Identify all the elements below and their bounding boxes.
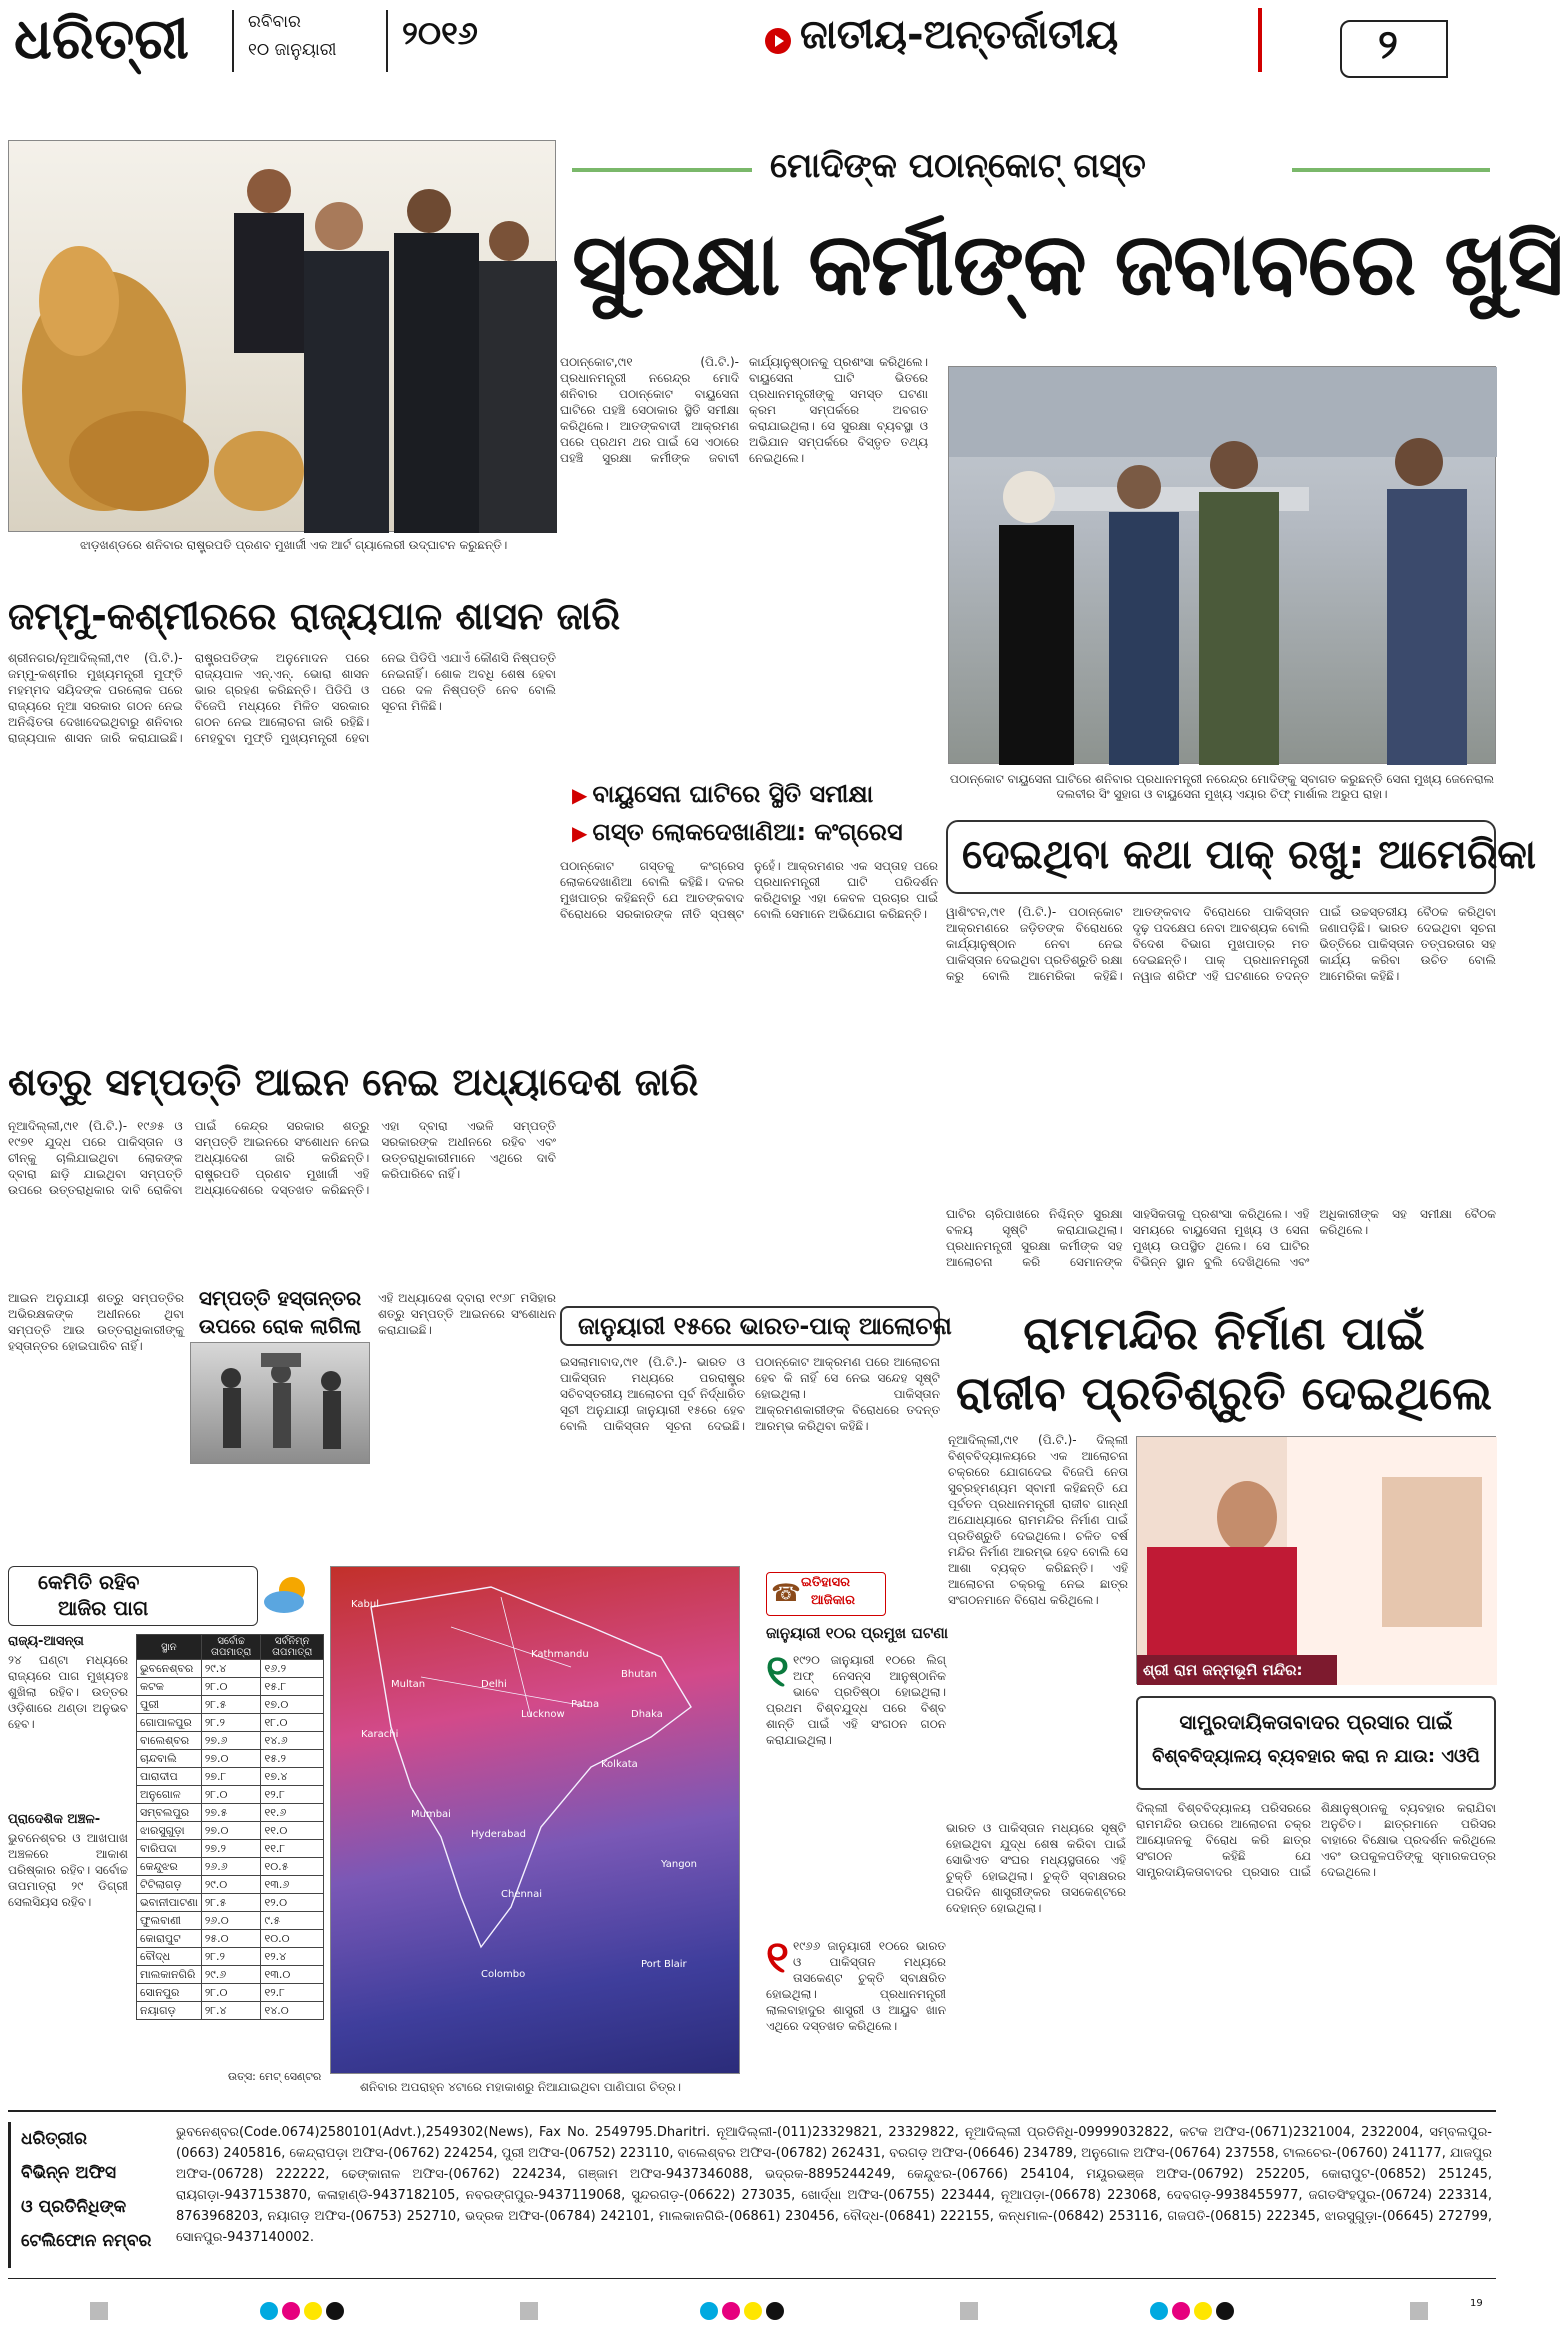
section-play-icon — [765, 28, 791, 54]
weather-place: ଭବାନୀପାଟଣା — [137, 1894, 202, 1912]
contact-text: ଭୁବନେଶ୍ବର(Code.0674)2580101(Advt.),2549302(News), Fax No. 2549795.Dharitri. ନୂଆଦିଲ୍ଲୀ-(011)23329821, 23329822, ନୂଆଦିଲ୍ଲୀ ପ୍ରତିନିଧି-09999032822, କଟକ ଅଫିସ-(0671)2321004, 2322004, ସମ୍ବଲପୁର-(0663) 2405816, କେନ୍ଦ୍ରାପଡ଼ା ଅଫିସ-(06762) 224254, ପୁରୀ ଅଫିସ-(06752) 223110, ବାଲେଶ୍ବର ଅଫିସ-(06782) 262431, ବରଗଡ଼ ଅଫିସ-(06646) 234789, ଅନୁଗୋଳ ଅଫିସ-(06764) 237558, ଟାଲଚେର-(06760) 241177, ଯାଜପୁର ଅଫିସ-(06728) 222222, ଢେଙ୍କାନାଳ ଅଫିସ-(06762) 224234, ଗଞ୍ଜାମ ଅଫିସ-9437346088, ଭଦ୍ରକ-8895244249, କେନ୍ଦୁଝର-(06766) 254104, ମୟୂରଭଞ୍ଜ ଅଫିସ-(06792) 252205, କୋରାପୁଟ-(06852) 251245, ରାୟଗଡ଼ା-9437153870, କଳାହାଣ୍ଡି-9437182105, ନବରଙ୍ଗପୁର-9437119068, ସୁନ୍ଦରଗଡ଼-(06622) 273035, ଖୋର୍ଦ୍ଧା ଅଫିସ-(06755) 223444, ନୂଆପଡ଼ା-(06678) 223068, ଦେବଗଡ଼-9938455977, ଜଗତସିଂହପୁର-(06724) 223314, 8763968203, ନୟାଗଡ଼ ଅଫିସ-(06753) 252710, ଭଦ୍ରକ ଅଫିସ-(06784) 242101, ମାଲକାନଗିରି-(06861) 230456, ବୌଦ୍ଧ-(06841) 222155, କନ୍ଧମାଳ-(06842) 253116, ଗଜପତି-(06815) 222345, ଝାରସୁଗୁଡ଼ା-(06645) 272799, ସୋନପୁର-9437140002. — [176, 2125, 1492, 2245]
lead-kicker: ମୋଦିଙ୍କ ପଠାନ୍‌କୋଟ୍ ଗସ୍ତ — [770, 146, 1146, 186]
weather-max: ୨୭.୫ — [201, 1804, 261, 1822]
weather-max: ୨୭.୬ — [201, 1732, 261, 1750]
map-city-label: Port Blair — [641, 1959, 687, 1970]
history-initial-1: ୧ — [766, 1646, 789, 1697]
weather-max: ୨୮.୨ — [201, 1714, 261, 1732]
weather-min: ୧୫.୨ — [261, 1750, 324, 1768]
weather-place: ପାରାଦୀପ — [137, 1768, 202, 1786]
lead-body-mid: ଘାଟିର ଚାରିପାଖରେ ନିଶ୍ଚିନ୍ତ ସୁରକ୍ଷା ବଳୟ ସୃଷ୍ଟି କରାଯାଇଥିଲା। ପ୍ରଧାନମନ୍ତ୍ରୀ ସୁରକ୍ଷା କର୍ମୀଙ୍କ ସହ ଆଲୋଚନା କରି ସେମାନଙ୍କ ସାହସିକତାକୁ ପ୍ରଶଂସା କରିଥିଲେ। ଏହି ସମୟରେ ବାୟୁସେନା ମୁଖ୍ୟ ଓ ସେନା ମୁଖ୍ୟ ଉପସ୍ଥିତ ଥିଲେ। ସେ ଘାଟିର ବିଭିନ୍ନ ସ୍ଥାନ ବୁଲି ଦେଖିଥିଲେ ଏବଂ ଅଧିକାରୀଙ୍କ ସହ ସମୀକ୍ଷା ବୈଠକ କରିଥିଲେ। — [946, 1207, 1496, 1269]
ram-headline-1: ରାମମନ୍ଦିର ନିର୍ମାଣ ପାଇଁ — [1023, 1306, 1425, 1360]
president-photo — [8, 140, 556, 532]
weather-row — [137, 1912, 324, 1930]
map-city-label: Yangon — [661, 1859, 698, 1870]
weather-place: ଚାନ୍ଦବାଲି — [137, 1750, 202, 1768]
weather-row — [137, 1984, 324, 2002]
col-place: ସ୍ଥାନ — [137, 1635, 202, 1660]
weather-row — [137, 1678, 324, 1696]
weather-min: ୧୬.୨ — [261, 1660, 324, 1678]
weather-max: ୨୭.୨ — [201, 1840, 261, 1858]
subhead-body: ପଠାନ୍‌କୋଟ ଗସ୍ତକୁ କଂଗ୍ରେସ ଲୋକଦେଖାଣିଆ ବୋଲି କହିଛି। ଦଳର ମୁଖପାତ୍ର କହିଛନ୍ତି ଯେ ଆତଙ୍କବାଦ ବିରୋଧରେ ସରକାରଙ୍କ ନୀତି ସ୍ପଷ୍ଟ ନୁହେଁ। ଆକ୍ରମଣର ଏକ ସପ୍ତାହ ପରେ ପ୍ରଧାନମନ୍ତ୍ରୀ ଘାଟି ପରିଦର୍ଶନ କରିଥିବାରୁ ଏହା କେବଳ ପ୍ରଚାର ପାଇଁ ବୋଲି ସେମାନେ ଅଭିଯୋଗ କରିଛନ୍ତି। — [560, 859, 938, 921]
weather-place: ବାଲେଶ୍ବର — [137, 1732, 202, 1750]
weather-row — [137, 1804, 324, 1822]
weather-place: ସମ୍ବଲପୁର — [137, 1804, 202, 1822]
weather-row — [137, 1948, 324, 1966]
map-city-label: Multan — [391, 1679, 426, 1690]
weather-place: ଅନୁଗୋଳ — [137, 1786, 202, 1804]
us-body: ୱାଶିଂଟନ,୯ା୧ (ପି.ଟି.)- ପଠାନ୍‌କୋଟ ଆକ୍ରମଣରେ ଜଡ଼ିତଙ୍କ ବିରୋଧରେ କାର୍ଯ୍ୟାନୁଷ୍ଠାନ ନେବା ନେଇ ପାକିସ୍ତାନ ଦେଇଥିବା ପ୍ରତିଶ୍ରୁତି ରକ୍ଷା କରୁ ବୋଲି ଆମେରିକା କହିଛି। ଆତଙ୍କବାଦ ବିରୋଧରେ ପାକିସ୍ତାନ ଦୃଢ଼ ପଦକ୍ଷେପ ନେବା ଆବଶ୍ୟକ ବୋଲି ବିଦେଶ ବିଭାଗ ମୁଖପାତ୍ର ମତ ଦେଇଛନ୍ତି। ପାକ୍ ପ୍ରଧାନମନ୍ତ୍ରୀ ନୱାଜ ଶରିଫ ଏହି ଘଟଣାରେ ତଦନ୍ତ ପାଇଁ ଉଚ୍ଚସ୍ତରୀୟ ବୈଠକ କରିଥିବା ଜଣାପଡ଼ିଛି। ଭାରତ ଦେଇଥିବା ସୂଚନା ଭିତ୍ତିରେ ପାକିସ୍ତାନ ତତ୍ପରତାର ସହ କାର୍ଯ୍ୟ କରିବା ଉଚିତ ବୋଲି ଆମେରିକା କହିଛି। — [946, 905, 1496, 983]
weather-place: ଭୁବନେଶ୍ବର — [137, 1660, 202, 1678]
weather-min: ୧୭.୦ — [261, 1696, 324, 1714]
map-city-label: Chennai — [501, 1889, 543, 1900]
weather-min: ୧୫.୮ — [261, 1678, 324, 1696]
president-photo-caption: ଝାଡ଼ଖଣ୍ଡରେ ଶନିବାର ରାଷ୍ଟ୍ରପତି ପ୍ରଣବ ମୁଖାର୍ଜୀ ଏକ ଆର୍ଟ ଗ୍ୟାଲେରୀ ଉଦ୍‌ଘାଟନ କରୁଛନ୍ତି। — [80, 538, 508, 552]
talks-headline: ଜାନୁୟାରୀ ୧୫ରେ ଭାରତ-ପାକ୍ ଆଲୋଚନା — [578, 1312, 952, 1340]
weather-region-head: ପ୍ରାଦେଶିକ ଅଞ୍ଚଳ- — [8, 1812, 101, 1827]
weather-max: ୨୮.୦ — [201, 1984, 261, 2002]
weather-row — [137, 1876, 324, 1894]
lead-photo — [948, 366, 1496, 764]
weather-place: ମାଲକାନଗିରି — [137, 1966, 202, 1984]
weather-source: ଉତ୍ସ: ମେଟ୍ ସେଣ୍ଟର — [228, 2070, 322, 2083]
print-page-number: 19 — [1470, 2298, 1483, 2309]
weather-place: ଟିଟିଲାଗଡ଼ — [137, 1876, 202, 1894]
weather-min: ୧୨.୦ — [261, 1894, 324, 1912]
jk-body: ଶ୍ରୀନଗର/ନୂଆଦିଲ୍ଲୀ,୯ା୧ (ପି.ଟି.)- ଜମ୍ମୁ-କଶ୍ମୀର ମୁଖ୍ୟମନ୍ତ୍ରୀ ମୁଫ୍ତି ମହମ୍ମଦ ସୟିଦଙ୍କ ପରଲୋକ ପରେ ରାଜ୍ୟରେ ନୂଆ ସରକାର ଗଠନ ନେଇ ଅନିଶ୍ଚିତତା ଦେଖାଦେଇଥିବାରୁ ଶନିବାର ରାଜ୍ୟପାଳ ଶାସନ ଜାରି କରାଯାଇଛି। ରାଷ୍ଟ୍ରପତିଙ୍କ ଅନୁମୋଦନ ପରେ ରାଜ୍ୟପାଳ ଏନ୍.ଏନ୍. ଭୋରା ଶାସନ ଭାର ଗ୍ରହଣ କରିଛନ୍ତି। ପିଡିପି ଓ ବିଜେପି ମଧ୍ୟରେ ମିଳିତ ସରକାର ଗଠନ ନେଇ ଆଲୋଚନା ଜାରି ରହିଛି। ମେହବୁବା ମୁଫ୍ତି ମୁଖ୍ୟମନ୍ତ୍ରୀ ହେବା ନେଇ ପିଡିପି ଏଯାଏଁ କୌଣସି ନିଷ୍ପତ୍ତି ନେଇନାହିଁ। ଶୋକ ଅବଧି ଶେଷ ହେବା ପରେ ଦଳ ନିଷ୍ପତ୍ତି ନେବ ବୋଲି ସୂଚନା ମିଳିଛି। — [8, 651, 556, 745]
weather-min: ୧୨.୪ — [261, 1948, 324, 1966]
weather-max: ୨୬.୬ — [201, 1858, 261, 1876]
weather-state-body: ୨୪ ଘଣ୍ଟା ମଧ୍ୟରେ ରାଜ୍ୟରେ ପାଗ ମୁଖ୍ୟତଃ ଶୁଖିଲା ରହିବ। ଉତ୍ତର ଓଡ଼ିଶାରେ ଥଣ୍ଡା ଅନୁଭବ ହେବ। — [8, 1653, 128, 1731]
weather-table-wrap — [136, 1634, 324, 2020]
weather-min: ୧୩.୦ — [261, 1966, 324, 1984]
masthead-logo: ଧରିତ୍ରୀ — [14, 6, 189, 72]
contact-label-box: ଧରିତ୍ରୀର ବିଭିନ୍ନ ଅଫିସ ଓ ପ୍ରତିନିଧିଙ୍କ ଟେଲିଫୋନ ନମ୍ବର — [8, 2122, 168, 2268]
ram-photo — [1136, 1436, 1496, 1684]
weather-min: ୧୦.୫ — [261, 1858, 324, 1876]
weather-max: ୨୫.୦ — [201, 1930, 261, 1948]
masthead-year: ୨୦୧୬ — [402, 14, 478, 52]
weather-min: ୧୦.୦ — [261, 1930, 324, 1948]
enemy-property-body-2: ଆଇନ ଅନୁଯାୟୀ ଶତ୍ରୁ ସମ୍ପତ୍ତିର ଅଭିରକ୍ଷକଙ୍କ ଅଧୀନରେ ଥିବା ସମ୍ପତ୍ତି ଆଉ ଉତ୍ତରାଧିକାରୀଙ୍କୁ ହସ୍ତାନ୍ତର ହୋଇପାରିବ ନାହିଁ। — [8, 1291, 184, 1353]
weather-map-caption: ଶନିବାର ଅପରାହ୍ନ ୪ଟାରେ ମହାକାଶରୁ ନିଆଯାଇଥିବା ପାଣିପାଗ ଚିତ୍ର। — [360, 2080, 682, 2094]
enemy-property-subhead: ସମ୍ପତ୍ତି ହସ୍ତାନ୍ତର ଉପରେ ରୋକ ଲାଗିଲା — [198, 1286, 362, 1338]
weather-region-body: ଭୁବନେଶ୍ବର ଓ ଆଖପାଖ ଅଞ୍ଚଳରେ ଆକାଶ ପରିଷ୍କାର ରହିବ। ସର୍ବୋଚ୍ଚ ତାପମାତ୍ରା ୨୯ ଡିଗ୍ରୀ ସେଲସିୟସ ରହିବ। — [8, 1831, 128, 1909]
weather-row — [137, 1840, 324, 1858]
weather-row — [137, 1732, 324, 1750]
enemy-property-headline: ଶତ୍ରୁ ସମ୍ପତ୍ତି ଆଇନ ନେଇ ଅଧ୍ୟାଦେଶ ଜାରି — [8, 1060, 699, 1104]
weather-place: ବାରିପଦା — [137, 1840, 202, 1858]
weather-min: ୧୭.୪ — [261, 1768, 324, 1786]
ram-body: ନୂଆଦିଲ୍ଲୀ,୯ା୧ (ପି.ଟି.)- ଦିଲ୍ଲୀ ବିଶ୍ବବିଦ୍ୟାଳୟରେ ଏକ ଆଲୋଚନା ଚକ୍ରରେ ଯୋଗଦେଇ ବିଜେପି ନେତା ସୁବ୍ରହ୍ମଣ୍ୟମ ସ୍ବାମୀ କହିଛନ୍ତି ଯେ ପୂର୍ବତନ ପ୍ରଧାନମନ୍ତ୍ରୀ ରାଜୀବ ଗାନ୍ଧୀ ଅଯୋଧ୍ୟାରେ ରାମମନ୍ଦିର ନିର୍ମାଣ ପାଇଁ ପ୍ରତିଶ୍ରୁତି ଦେଇଥିଲେ। ଚଳିତ ବର୍ଷ ମନ୍ଦିର ନିର୍ମାଣ ଆରମ୍ଭ ହେବ ବୋଲି ସେ ଆଶା ବ୍ୟକ୍ତ କରିଛନ୍ତି। ଏହି ଆଲୋଚନା ଚକ୍ରକୁ ନେଇ ଛାତ୍ର ସଂଗଠନମାନେ ବିରୋଧ କରିଥିଲେ। — [948, 1433, 1128, 1607]
map-city-label: Mumbai — [411, 1809, 451, 1820]
weather-row — [137, 1768, 324, 1786]
weather-max: ୨୯.୬ — [201, 1966, 261, 1984]
weather-row — [137, 1966, 324, 1984]
weather-min: ୧୪.୬ — [261, 1732, 324, 1750]
lead-photo-caption: ପଠାନ୍‌କୋଟ ବାୟୁସେନା ଘାଟିରେ ଶନିବାର ପ୍ରଧାନମନ୍ତ୍ରୀ ନରେନ୍ଦ୍ର ମୋଦିଙ୍କୁ ସ୍ବାଗତ କରୁଛନ୍ତି ସେନା ମୁଖ୍ୟ ଜେନେରାଲ ଦଲବୀର ସିଂ ସୁହାଗ ଓ ବାୟୁସେନା ମୁଖ୍ୟ ଏୟାର ଚିଫ୍ ମାର୍ଶାଲ ଅରୁପ ରାହା। — [949, 772, 1495, 801]
map-city-label: Karachi — [361, 1729, 399, 1740]
masthead — [0, 0, 1500, 92]
map-city-label: Kolkata — [601, 1759, 638, 1770]
map-city-label: Bhutan — [621, 1669, 657, 1680]
weather-row — [137, 2002, 324, 2020]
map-city-label: Kabul — [351, 1599, 379, 1610]
weather-place: ଫୁଲବାଣୀ — [137, 1912, 202, 1930]
map-city-label: Colombo — [481, 1969, 526, 1980]
weather-max: ୨୯.୪ — [201, 1660, 261, 1678]
map-city-label: Kathmandu — [531, 1649, 589, 1660]
col-min: ସର୍ବନିମ୍ନ ତାପମାତ୍ରା — [261, 1635, 324, 1660]
enemy-property-body-3: ଏହି ଅଧ୍ୟାଦେଶ ଦ୍ବାରା ୧୯୬୮ ମସିହାର ଶତ୍ରୁ ସମ୍ପତ୍ତି ଆଇନରେ ସଂଶୋଧନ କରାଯାଇଛି। — [378, 1291, 556, 1337]
talks-body: ଇସଲାମାବାଦ,୯ା୧ (ପି.ଟି.)- ଭାରତ ଓ ପାକିସ୍ତାନ ମଧ୍ୟରେ ପରରାଷ୍ଟ୍ର ସଚିବସ୍ତରୀୟ ଆଲୋଚନା ପୂର୍ବ ନିର୍ଦ୍ଧାରିତ ସୂଚୀ ଅନୁଯାୟୀ ଜାନୁୟାରୀ ୧୫ରେ ହେବ ବୋଲି ପାକିସ୍ତାନ ସୂଚନା ଦେଇଛି। ପଠାନ୍‌କୋଟ ଆକ୍ରମଣ ପରେ ଆଲୋଚନା ହେବ କି ନାହିଁ ସେ ନେଇ ସନ୍ଦେହ ସୃଷ୍ଟି ହୋଇଥିଲା। ପାକିସ୍ତାନ ଆକ୍ରମଣକାରୀଙ୍କ ବିରୋଧରେ ତଦନ୍ତ ଆରମ୍ଭ କରିଥିବା କହିଛି। — [560, 1355, 940, 1433]
weather-row — [137, 1858, 324, 1876]
weather-min: ୧୨.୮ — [261, 1786, 324, 1804]
subhead-congress: ▶ ଗସ୍ତ ଲୋକଦେଖାଣିଆ: କଂଗ୍ରେସ — [572, 818, 903, 846]
weather-min: ୧୧.୮ — [261, 1840, 324, 1858]
telephone-icon: ☎ — [771, 1579, 801, 1607]
history-title: ଜାନୁୟାରୀ ୧୦ର ପ୍ରମୁଖ ଘଟଣା — [766, 1624, 949, 1642]
page-number: ୨ — [1378, 22, 1398, 68]
map-city-label: Lucknow — [521, 1709, 565, 1720]
weather-place: ନୟାଗଡ଼ — [137, 2002, 202, 2020]
registration-marks — [0, 2296, 1500, 2326]
weather-place: କଟକ — [137, 1678, 202, 1696]
ram-headline-2: ରାଜୀବ ପ୍ରତିଶ୍ରୁତି ଦେଇଥିଲେ — [955, 1366, 1493, 1420]
weather-place: ଗୋପାଳପୁର — [137, 1714, 202, 1732]
weather-title-2: ଆଜିର ପାଗ — [58, 1596, 149, 1620]
weather-max: ୨୯.୦ — [201, 1876, 261, 1894]
lead-body-left: ପଠାନ୍‌କୋଟ,୯ା୧ (ପି.ଟି.)- ପ୍ରଧାନମନ୍ତ୍ରୀ ନରେନ୍ଦ୍ର ମୋଦି ଶନିବାର ପଠାନ୍‌କୋଟ ବାୟୁସେନା ଘାଟିରେ ପହଞ୍ଚି ସେଠାକାର ସ୍ଥିତି ସମୀକ୍ଷା କରିଥିଲେ। ଆତଙ୍କବାଦୀ ଆକ୍ରମଣ ପରେ ପ୍ରଥମ ଥର ପାଇଁ ସେ ଏଠାରେ ପହଞ୍ଚି ସୁରକ୍ଷା କର୍ମୀଙ୍କ ଜବାବୀ କାର୍ଯ୍ୟାନୁଷ୍ଠାନକୁ ପ୍ରଶଂସା କରିଥିଲେ। ବାୟୁସେନା ଘାଟି ଭିତରେ ପ୍ରଧାନମନ୍ତ୍ରୀଙ୍କୁ ସମସ୍ତ ଘଟଣା କ୍ରମ ସମ୍ପର୍କରେ ଅବଗତ କରାଯାଇଥିଲା। ସେ ସୁରକ୍ଷା ବ୍ୟବସ୍ଥା ଓ ଅଭିଯାନ ସମ୍ପର୍କରେ ବିସ୍ତୃତ ତଥ୍ୟ ନେଇଥିଲେ। — [560, 355, 928, 465]
weather-min: ୧୧.୬ — [261, 1804, 324, 1822]
weather-max: ୨୮.୦ — [201, 1678, 261, 1696]
jk-headline: ଜମ୍ମୁ-କଶ୍ମୀରରେ ରାଜ୍ୟପାଳ ଶାସନ ଜାରି — [8, 594, 621, 638]
map-city-label: Patna — [571, 1699, 600, 1710]
weather-min: ୯.୫ — [261, 1912, 324, 1930]
history-item-2: ୧ ୧୯୬୬ ଜାନୁୟାରୀ ୧୦ରେ ଭାରତ ଓ ପାକିସ୍ତାନ ମଧ୍ୟରେ ତାସକେଣ୍ଟ ଚୁକ୍ତି ସ୍ବାକ୍ଷରିତ ହୋଇଥିଲା। ପ୍ରଧାନମନ୍ତ୍ରୀ ଲାଲବାହାଦୁର ଶାସ୍ତ୍ରୀ ଓ ଆୟୁବ ଖାନ ଏଥିରେ ଦସ୍ତଖତ କରିଥିଲେ। — [766, 1932, 946, 2033]
weather-min: ୧୧.୦ — [261, 1822, 324, 1840]
history-initial-2: ୧ — [766, 1932, 789, 1983]
triangle-bullet-icon: ▶ — [572, 783, 588, 807]
map-city-label: Dhaka — [631, 1709, 663, 1720]
weather-row — [137, 1660, 324, 1678]
masthead-date: ୧୦ ଜାନୁୟାରୀ — [248, 40, 337, 60]
weather-state-head: ରାଜ୍ୟ-ଆସନ୍ତା — [8, 1634, 84, 1649]
weather-place: ଝାରସୁଗୁଡ଼ା — [137, 1822, 202, 1840]
weather-max: ୨୮.୦ — [201, 1786, 261, 1804]
weather-table — [136, 1634, 324, 2020]
weather-row — [137, 1786, 324, 1804]
weather-max: ୨୮.୨ — [201, 1948, 261, 1966]
weather-row — [137, 1930, 324, 1948]
weather-place: କେନ୍ଦୁଝର — [137, 1858, 202, 1876]
weather-place: ପୁରୀ — [137, 1696, 202, 1714]
masthead-day: ରବିବାର — [248, 12, 301, 32]
sun-cloud-icon — [262, 1572, 314, 1616]
us-headline: ଦେଇଥିବା କଥା ପାକ୍ ରଖୁ: ଆମେରିକା — [962, 832, 1536, 878]
weather-place: କୋରାପୁଟ — [137, 1930, 202, 1948]
weather-row — [137, 1894, 324, 1912]
history-item-1: ୧ ୧୯୨୦ ଜାନୁୟାରୀ ୧୦ରେ ଲିଗ୍ ଅଫ୍ ନେସନ୍ସ ଆନୁଷ୍ଠାନିକ ଭାବେ ପ୍ରତିଷ୍ଠା ହୋଇଥିଲା। ପ୍ରଥମ ବିଶ୍ବଯୁଦ୍ଧ ପରେ ବିଶ୍ବ ଶାନ୍ତି ପାଇଁ ଏହି ସଂଗଠନ ଗଠନ କରାଯାଇଥିଲା। — [766, 1646, 946, 1747]
section-title: ଜାତୀୟ-ଅନ୍ତର୍ଜାତୀୟ — [800, 12, 1119, 58]
weather-min: ୧୮.୦ — [261, 1714, 324, 1732]
enemy-property-photo — [190, 1342, 370, 1464]
weather-place: ସୋନପୁର — [137, 1984, 202, 2002]
weather-max: ୨୭.୮ — [201, 1768, 261, 1786]
map-city-label: Delhi — [481, 1679, 507, 1690]
weather-max: ୨୬.୦ — [201, 1912, 261, 1930]
weather-panel — [8, 1566, 326, 2086]
lead-headline: ସୁରକ୍ଷା କର୍ମୀଙ୍କ ଜବାବରେ ଖୁସି — [572, 215, 1563, 315]
enemy-property-body: ନୂଆଦିଲ୍ଲୀ,୯ା୧ (ପି.ଟି.)- ୧୯୬୫ ଓ ୧୯୭୧ ଯୁଦ୍ଧ ପରେ ପାକିସ୍ତାନ ଓ ଚୀନ୍‌କୁ ଚାଲିଯାଇଥିବା ଲୋକଙ୍କ ଦ୍ବାରା ଛାଡ଼ି ଯାଇଥିବା ସମ୍ପତ୍ତି ଉପରେ ଉତ୍ତରାଧିକାର ଦାବି ରୋକିବା ପାଇଁ କେନ୍ଦ୍ର ସରକାର ଶତ୍ରୁ ସମ୍ପତ୍ତି ଆଇନରେ ସଂଶୋଧନ ନେଇ ଅଧ୍ୟାଦେଶ ଜାରି କରିଛନ୍ତି। ରାଷ୍ଟ୍ରପତି ପ୍ରଣବ ମୁଖାର୍ଜୀ ଏହି ଅଧ୍ୟାଦେଶରେ ଦସ୍ତଖତ କରିଛନ୍ତି। ଏହା ଦ୍ବାରା ଏଭଳି ସମ୍ପତ୍ତି ସରକାରଙ୍କ ଅଧୀନରେ ରହିବ ଏବଂ ଉତ୍ତରାଧିକାରୀମାନେ ଏଥିରେ ଦାବି କରିପାରିବେ ନାହିଁ। — [8, 1119, 556, 1197]
weather-min: ୧୩.୬ — [261, 1876, 324, 1894]
univ-headline: ବିଶ୍ବବିଦ୍ୟାଳୟ ବ୍ୟବହାର କରା ନ ଯାଉ: ଏଓପି — [1152, 1746, 1480, 1767]
weather-min: ୧୨.୮ — [261, 1984, 324, 2002]
weather-max: ୨୮.୫ — [201, 1696, 261, 1714]
weather-min: ୧୪.୦ — [261, 2002, 324, 2020]
col-max: ସର୍ବୋଚ୍ଚ ତାପମାତ୍ରା — [201, 1635, 261, 1660]
weather-place: ବୌଦ୍ଧ — [137, 1948, 202, 1966]
triangle-bullet-icon: ▶ — [572, 821, 588, 845]
weather-max: ୨୮.୫ — [201, 1894, 261, 1912]
map-city-label: Hyderabad — [471, 1829, 526, 1840]
weather-max: ୨୭.୦ — [201, 1750, 261, 1768]
weather-max: ୨୮.୪ — [201, 2002, 261, 2020]
subhead-airforce: ▶ ବାୟୁସେନା ଘାଟିରେ ସ୍ଥିତି ସମୀକ୍ଷା — [572, 780, 874, 808]
history-extra: ଭାରତ ଓ ପାକିସ୍ତାନ ମଧ୍ୟରେ ସୃଷ୍ଟି ହୋଇଥିବା ଯୁଦ୍ଧ ଶେଷ କରିବା ପାଇଁ ସୋଭିଏତ ସଂଘର ମଧ୍ୟସ୍ଥତାରେ ଏହି ଚୁକ୍ତି ହୋଇଥିଲା। ଚୁକ୍ତି ସ୍ବାକ୍ଷରର ପରଦିନ ଶାସ୍ତ୍ରୀଙ୍କର ତାସକେଣ୍ଟରେ ଦେହାନ୍ତ ହୋଇଥିଲା। — [946, 1821, 1126, 1915]
history-badge: ☎ ଇତିହାସର ଆଜିକାର — [766, 1572, 886, 1616]
weather-row — [137, 1822, 324, 1840]
univ-body: ଦିଲ୍ଲୀ ବିଶ୍ବବିଦ୍ୟାଳୟ ପରିସରରେ ରାମମନ୍ଦିର ଉପରେ ଆଲୋଚନା ଚକ୍ର ଆୟୋଜନକୁ ବିରୋଧ କରି ଛାତ୍ର ସଂଗଠନ କହିଛି ଯେ ସାମ୍ପ୍ରଦାୟିକତାବାଦର ପ୍ରସାର ପାଇଁ ଶିକ୍ଷାନୁଷ୍ଠାନକୁ ବ୍ୟବହାର କରାଯିବା ଅନୁଚିତ। ଛାତ୍ରମାନେ ପରିସର ବାହାରେ ବିକ୍ଷୋଭ ପ୍ରଦର୍ଶନ କରିଥିଲେ ଏବଂ ଉପକୁଳପତିଙ୍କୁ ସ୍ମାରକପତ୍ର ଦେଇଥିଲେ। — [1136, 1801, 1496, 1879]
univ-kicker: ସାମ୍ପ୍ରଦାୟିକତାବାଦର ପ୍ରସାର ପାଇଁ — [1179, 1710, 1453, 1734]
weather-title-1: କେମିତି ରହିବ — [38, 1570, 140, 1594]
ram-photo-caption: ଶ୍ରୀ ରାମ ଜନ୍ମଭୂମି ମନ୍ଦିର: — [1137, 1655, 1337, 1685]
weather-max: ୨୭.୦ — [201, 1822, 261, 1840]
weather-map — [330, 1566, 740, 2074]
weather-row — [137, 1696, 324, 1714]
weather-row — [137, 1750, 324, 1768]
weather-row — [137, 1714, 324, 1732]
